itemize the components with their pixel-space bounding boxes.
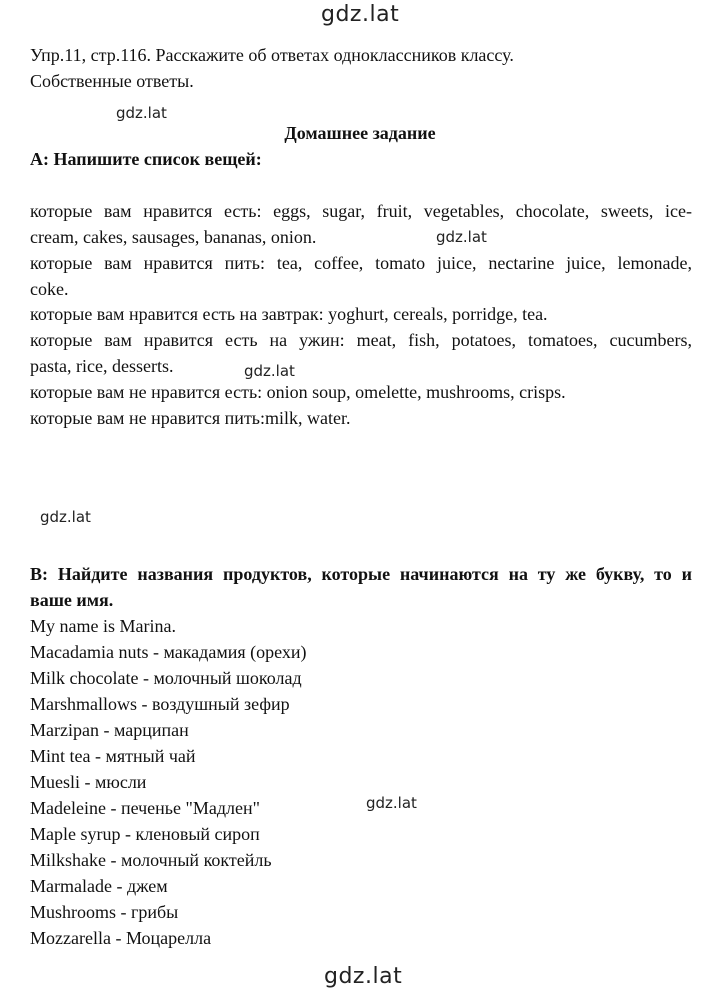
list-item: Milk chocolate - молочный шоколад	[30, 668, 302, 688]
list-item: Macadamia nuts - макадамия (орехи)	[30, 642, 307, 662]
watermark: gdz.lat	[436, 228, 487, 246]
list-item: Marmalade - джем	[30, 876, 168, 896]
list-item: Mint tea - мятный чай	[30, 746, 196, 766]
exercise-heading: Упр.11, стр.116. Расскажите об ответах одноклассников классу.	[30, 45, 514, 65]
section-a-line: которые вам не нравится пить:milk, water.	[30, 408, 351, 428]
section-a-line: которые вам нравится есть: eggs, sugar, fruit, vegetables, chocolate, sweets, ice-	[30, 201, 692, 221]
list-item: Muesli - мюсли	[30, 772, 147, 792]
list-item: Madeleine - печенье "Мадлен"	[30, 798, 260, 818]
list-item: Marzipan - марципан	[30, 720, 189, 740]
watermark: gdz.lat	[366, 794, 417, 812]
watermark: gdz.lat	[40, 508, 91, 526]
section-a-line: которые вам не нравится есть: onion soup, omelette, mushrooms, crisps.	[30, 382, 566, 402]
homework-title: Домашнее задание	[284, 123, 436, 143]
section-a-line: которые вам нравится есть на ужин: meat, fish, potatoes, tomatoes, cucumbers,	[30, 330, 692, 350]
section-a-line: которые вам нравится есть на завтрак: yoghurt, cereals, porridge, tea.	[30, 304, 548, 324]
section-a-line: coke.	[30, 279, 69, 299]
section-a-line: cream, cakes, sausages, bananas, onion.	[30, 227, 317, 247]
list-item: My name is Marina.	[30, 616, 176, 636]
list-item: Mushrooms - грибы	[30, 902, 179, 922]
section-a-line: которые вам нравится пить: tea, coffee, tomato juice, nectarine juice, lemonade,	[30, 253, 692, 273]
watermark-top: gdz.lat	[321, 2, 400, 27]
list-item: Marshmallows - воздушный зефир	[30, 694, 290, 714]
watermark: gdz.lat	[116, 104, 167, 122]
list-item: Maple syrup - кленовый сироп	[30, 824, 260, 844]
section-a-title: A: Напишите список вещей:	[30, 149, 262, 169]
watermark-bottom: gdz.lat	[324, 964, 403, 989]
section-b-title-cont: ваше имя.	[30, 590, 114, 610]
list-item: Mozzarella - Моцарелла	[30, 928, 212, 948]
list-item: Milkshake - молочный коктейль	[30, 850, 272, 870]
section-b-title: B: Найдите названия продуктов, которые начинаются на ту же букву, то и	[30, 564, 692, 584]
watermark: gdz.lat	[244, 362, 295, 380]
exercise-note: Собственные ответы.	[30, 71, 194, 91]
section-a-line: pasta, rice, desserts.	[30, 356, 174, 376]
